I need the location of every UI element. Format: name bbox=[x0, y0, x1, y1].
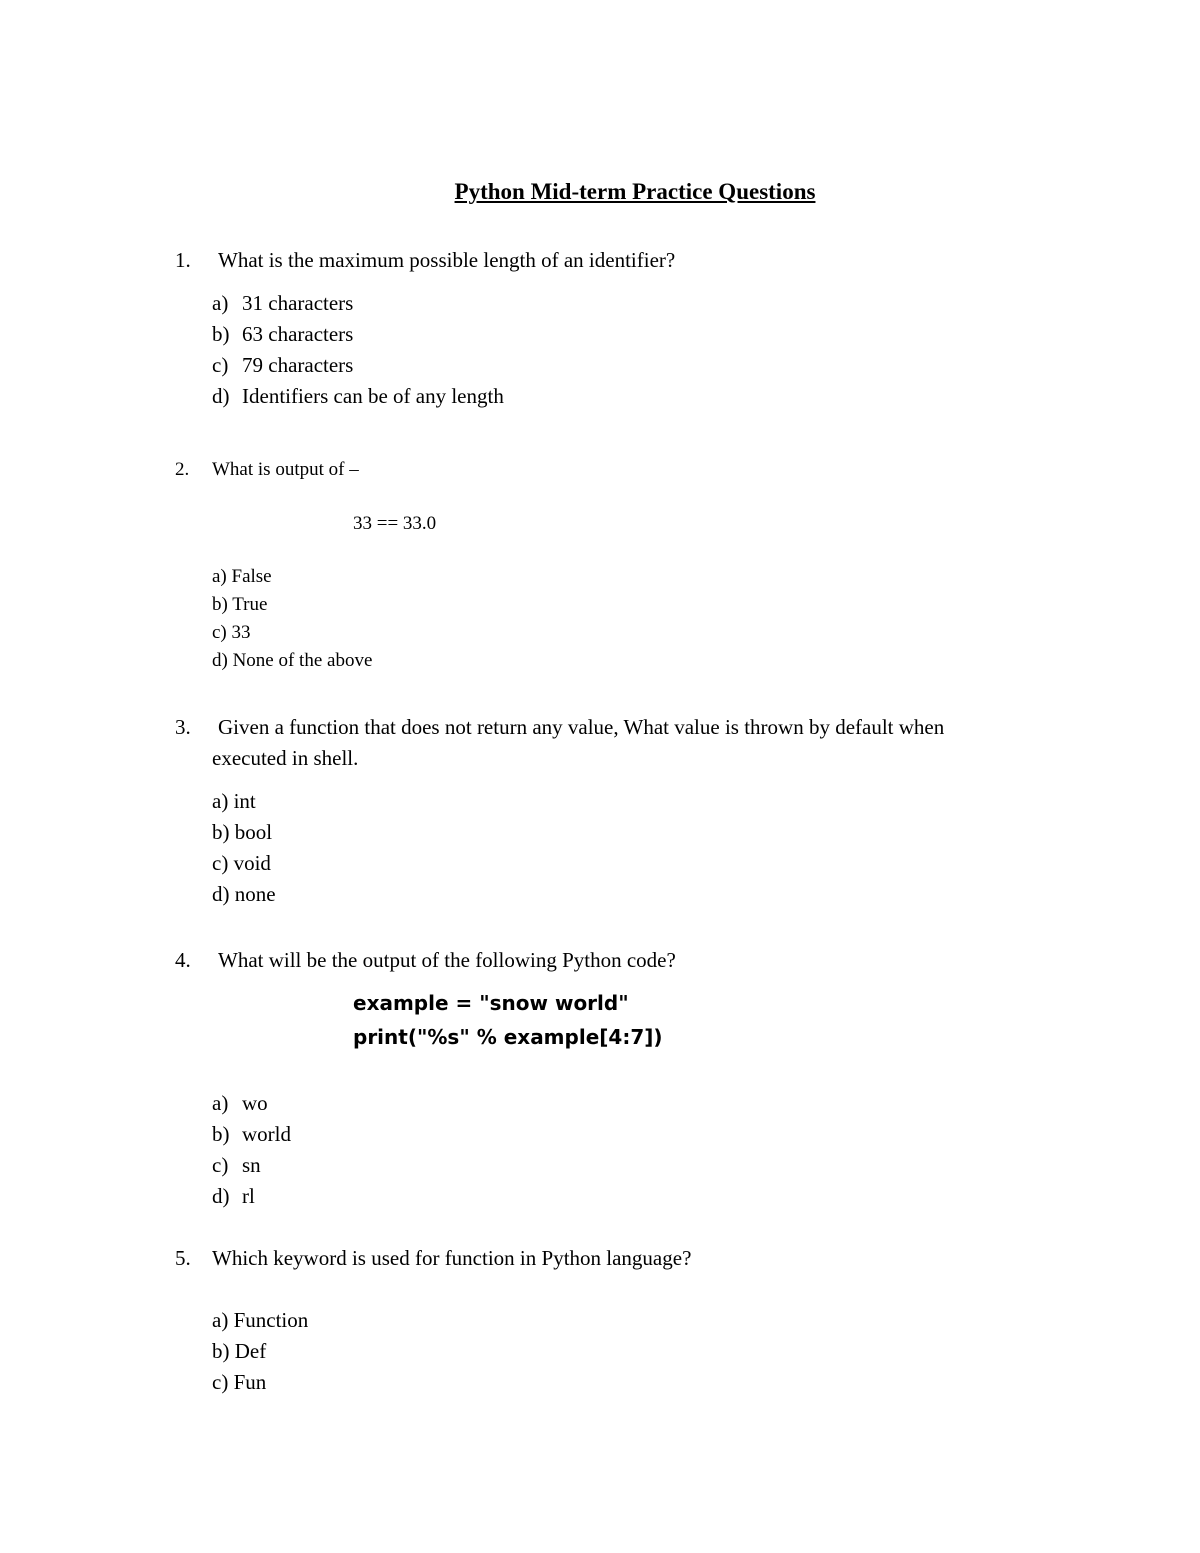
option-letter: a) bbox=[212, 291, 229, 315]
question-number: 5. bbox=[175, 1246, 191, 1270]
option-text: c) void bbox=[212, 851, 271, 875]
question-number: 1. bbox=[175, 248, 191, 272]
option-letter: d) bbox=[212, 1184, 230, 1208]
question-text-line-1: Given a function that does not return any value, What value is thrown by default when bbox=[218, 715, 945, 739]
code-line-2: print("%s" % example[4:7]) bbox=[353, 1025, 663, 1049]
option-text: rl bbox=[242, 1184, 255, 1208]
page-title: Python Mid-term Practice Questions bbox=[454, 179, 816, 204]
option-text: b) True bbox=[212, 594, 268, 615]
option-text: b) bool bbox=[212, 820, 273, 844]
code-expression: 33 == 33.0 bbox=[353, 513, 437, 534]
question-number: 3. bbox=[175, 715, 191, 739]
option-text: world bbox=[242, 1122, 291, 1146]
question-number: 2. bbox=[175, 459, 190, 480]
question-number: 4. bbox=[175, 948, 191, 972]
option-letter: a) bbox=[212, 1091, 229, 1115]
option-text: d) None of the above bbox=[212, 650, 373, 671]
option-text: sn bbox=[242, 1153, 261, 1177]
option-letter: b) bbox=[212, 1122, 230, 1146]
option-text: c) 33 bbox=[212, 622, 251, 643]
option-text: b) Def bbox=[212, 1339, 267, 1363]
code-line-1: example = "snow world" bbox=[353, 991, 629, 1015]
option-text: a) False bbox=[212, 566, 272, 587]
question-text: What will be the output of the following Python code? bbox=[218, 948, 676, 972]
option-text: a) int bbox=[212, 789, 256, 813]
option-letter: c) bbox=[212, 353, 229, 377]
option-letter: c) bbox=[212, 1153, 229, 1177]
option-text: d) none bbox=[212, 882, 276, 906]
option-text: 79 characters bbox=[242, 353, 354, 377]
option-letter: d) bbox=[212, 384, 230, 408]
option-text: a) Function bbox=[212, 1308, 309, 1332]
question-text: Which keyword is used for function in Python language? bbox=[212, 1246, 692, 1270]
option-text: c) Fun bbox=[212, 1370, 267, 1394]
option-text: wo bbox=[242, 1091, 268, 1115]
question-text: What is the maximum possible length of an identifier? bbox=[218, 248, 676, 272]
option-text: Identifiers can be of any length bbox=[242, 384, 504, 408]
option-text: 31 characters bbox=[242, 291, 354, 315]
option-text: 63 characters bbox=[242, 322, 354, 346]
option-letter: b) bbox=[212, 322, 230, 346]
question-text: What is output of – bbox=[212, 459, 359, 480]
question-text-line-2: executed in shell. bbox=[212, 746, 359, 770]
